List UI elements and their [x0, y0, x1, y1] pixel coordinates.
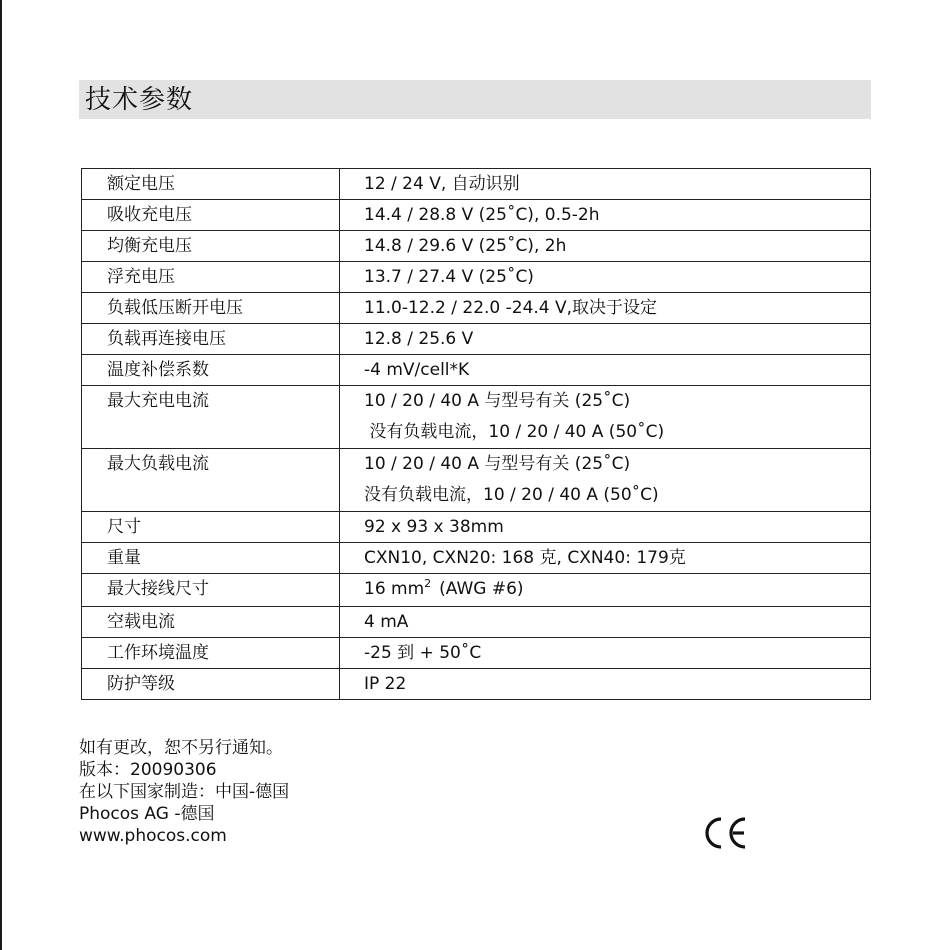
version-line: 版本：20090306 [79, 760, 217, 780]
made-in-line: 在以下国家制造：中国-德国 [79, 782, 290, 802]
spec-value-line: 10 / 20 / 40 A 与型号有关 (25˚C) [364, 391, 631, 411]
spec-param: 额定电压 [82, 169, 340, 200]
spec-value: 13.7 / 27.4 V (25˚C) [340, 262, 871, 293]
footer-info [79, 737, 289, 847]
spec-param: 温度补偿系数 [82, 355, 340, 386]
spec-row [82, 262, 871, 293]
spec-value [340, 449, 871, 512]
spec-row [82, 449, 871, 512]
spec-param: 吸收充电压 [82, 200, 340, 231]
spec-row [82, 669, 871, 700]
spec-value: 4 mA [340, 607, 871, 638]
spec-value-superscript: 2 [424, 577, 432, 590]
spec-param: 负载低压断开电压 [82, 293, 340, 324]
spec-row [82, 543, 871, 574]
spec-value-line: 没有负载电流，10 / 20 / 40 A (50˚C) [364, 422, 665, 442]
section-title-bar [79, 80, 871, 119]
spec-value [340, 574, 871, 607]
spec-value: 12.8 / 25.6 V [340, 324, 871, 355]
spec-value: -25 到 + 50˚C [340, 638, 871, 669]
company-line: Phocos AG -德国 [79, 804, 215, 824]
spec-row [82, 169, 871, 200]
spec-value: IP 22 [340, 669, 871, 700]
spec-row [82, 324, 871, 355]
spec-table [81, 168, 871, 700]
spec-value-tail: (AWG #6) [439, 579, 524, 599]
spec-param: 防护等级 [82, 669, 340, 700]
spec-row [82, 512, 871, 543]
spec-value: 14.8 / 29.6 V (25˚C), 2h [340, 231, 871, 262]
section-title: 技术参数 [85, 85, 194, 115]
spec-param: 负载再连接电压 [82, 324, 340, 355]
spec-row [82, 293, 871, 324]
spec-param: 空载电流 [82, 607, 340, 638]
spec-row [82, 638, 871, 669]
page-edge-rule [0, 0, 2, 950]
spec-value: 12 / 24 V, 自动识别 [340, 169, 871, 200]
ce-mark-logo [704, 816, 748, 850]
spec-value: 14.4 / 28.8 V (25˚C), 0.5-2h [340, 200, 871, 231]
spec-param: 最大充电电流 [82, 386, 340, 449]
spec-value: 11.0-12.2 / 22.0 -24.4 V,取决于设定 [340, 293, 871, 324]
change-notice: 如有更改，恕不另行通知。 [79, 738, 283, 758]
spec-param: 均衡充电压 [82, 231, 340, 262]
spec-value-main: 16 mm [364, 579, 425, 599]
spec-param: 最大负载电流 [82, 449, 340, 512]
spec-param: 重量 [82, 543, 340, 574]
spec-value-line: 没有负载电流，10 / 20 / 40 A (50˚C) [364, 485, 659, 505]
spec-value-line: 10 / 20 / 40 A 与型号有关 (25˚C) [364, 454, 631, 474]
spec-value: -4 mV/cell*K [340, 355, 871, 386]
spec-row [82, 386, 871, 449]
spec-row [82, 231, 871, 262]
spec-row [82, 200, 871, 231]
spec-row [82, 355, 871, 386]
spec-param: 工作环境温度 [82, 638, 340, 669]
spec-row [82, 574, 871, 607]
spec-value [340, 386, 871, 449]
spec-row [82, 607, 871, 638]
spec-param: 浮充电压 [82, 262, 340, 293]
spec-param: 尺寸 [82, 512, 340, 543]
website-link[interactable]: www.phocos.com [79, 826, 227, 846]
spec-param: 最大接线尺寸 [82, 574, 340, 607]
spec-value: 92 x 93 x 38mm [340, 512, 871, 543]
spec-value: CXN10, CXN20: 168 克, CXN40: 179克 [340, 543, 871, 574]
